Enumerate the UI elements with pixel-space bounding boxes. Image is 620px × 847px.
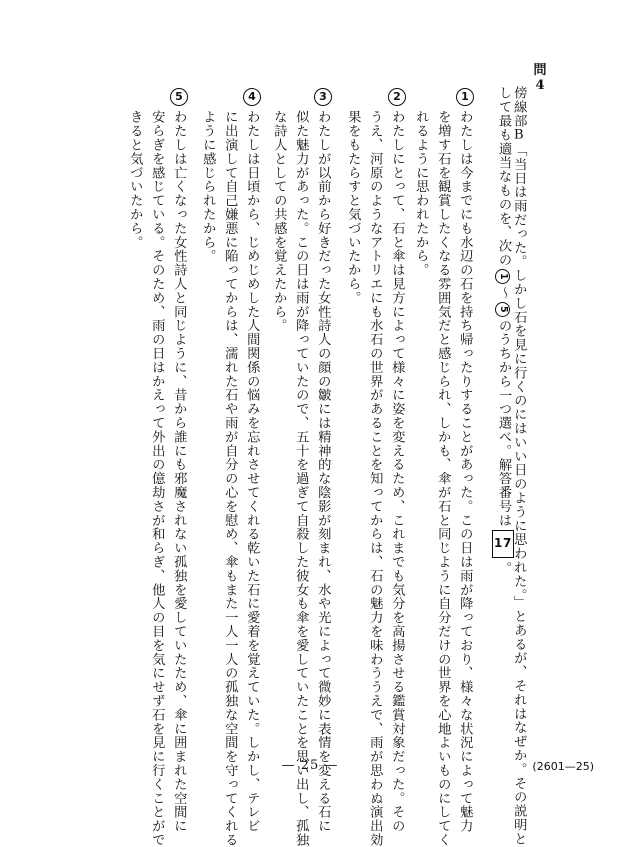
prompt-end: 。 — [496, 561, 511, 576]
page-code: (2601—25) — [532, 760, 594, 773]
choice-4-line-1: わたしは日頃から、じめじめした人間関係の悩みを忘れさせてくれる乾いた石に愛着を覚えていた。しかし、テレビ — [244, 110, 260, 833]
page-number: — 25 — — [281, 758, 339, 773]
choice-5-number: 5 — [170, 88, 188, 106]
choice-1-number: 1 — [456, 88, 474, 106]
range-separator: ～ — [496, 285, 511, 300]
choice-2-line-1: わたしにとって、石と傘は見方によって様々に姿を変えるため、これまでも気分を高揚させる鑑賞対象だった。その — [389, 110, 405, 833]
choice-2-line-2: うえ、河原のようなアトリエにも水石の世界があることを知ってからは、石の魅力を味わううえで、雨が思わぬ演出効 — [367, 110, 383, 847]
choice-2-number: 2 — [388, 88, 406, 106]
choice-3-line-3: な詩人としての共感を覚えたから。 — [271, 110, 287, 333]
question-prompt-line-1: 傍線部B「当日は雨だった。しかし石を見に行くのにはいい日のように思われた。」とあるが、それはなぜか。その説明と — [511, 86, 527, 846]
choice-2-line-3: 果をもたらすと気づいたから。 — [345, 110, 361, 305]
choice-5-line-1: わたしは亡くなった女性詩人と同じように、昔から誰にも邪魔されない孤独を愛していたため、傘に囲まれた空間に — [171, 110, 187, 833]
choice-1-line-3: れるように思われたから。 — [413, 110, 429, 277]
range-from-circle: 1 — [495, 269, 510, 284]
choice-3-line-1: わたしが以前から好きだった女性詩人の顔の皺には精神的な陰影が刻まれ、水や光によって微妙に表情を変える石に — [315, 110, 331, 833]
choice-5-line-3: きると気づいたから。 — [127, 110, 143, 249]
choice-5-line-2: 安らぎを感じている。そのため、雨の日はかえって外出の億劫さが和らぎ、他人の目を気にせず石を見に行くことがで — [149, 110, 165, 847]
question-prompt-line-2 — [492, 86, 514, 575]
question-number: 問 4 — [533, 63, 547, 93]
range-to-circle: 5 — [495, 302, 510, 317]
choice-4-line-3: ように感じられたから。 — [200, 110, 216, 263]
prompt-text: して最も適当なものを、次の — [496, 86, 511, 267]
choice-3-line-2: 似た魅力があった。この日は雨が降っていたので、五十を過ぎて自殺した彼女も傘を愛していたことを思い出し、孤独 — [293, 110, 309, 847]
answer-number-box: 17 — [492, 530, 514, 558]
prompt-tail: のうちから一つ選べ。解答番号は — [496, 318, 511, 528]
choice-4-line-2: に出演して自己嫌悪に陥ってからは、濡れた石や雨が自分の心を慰め、傘もまた一人一人の孤独な空間を守ってくれる — [222, 110, 238, 847]
choice-4-number: 4 — [243, 88, 261, 106]
choice-3-number: 3 — [314, 88, 332, 106]
choice-1-line-2: を増す石を観賞したくなる雰囲気だと感じられ、しかも、傘が石と同じように自分だけの世界を心地よいものにしてく — [435, 110, 451, 847]
choice-1-line-1: わたしは今までにも水辺の石を持ち帰ったりすることがあった。この日は雨が降っており、様々な状況によって魅力 — [457, 110, 473, 833]
